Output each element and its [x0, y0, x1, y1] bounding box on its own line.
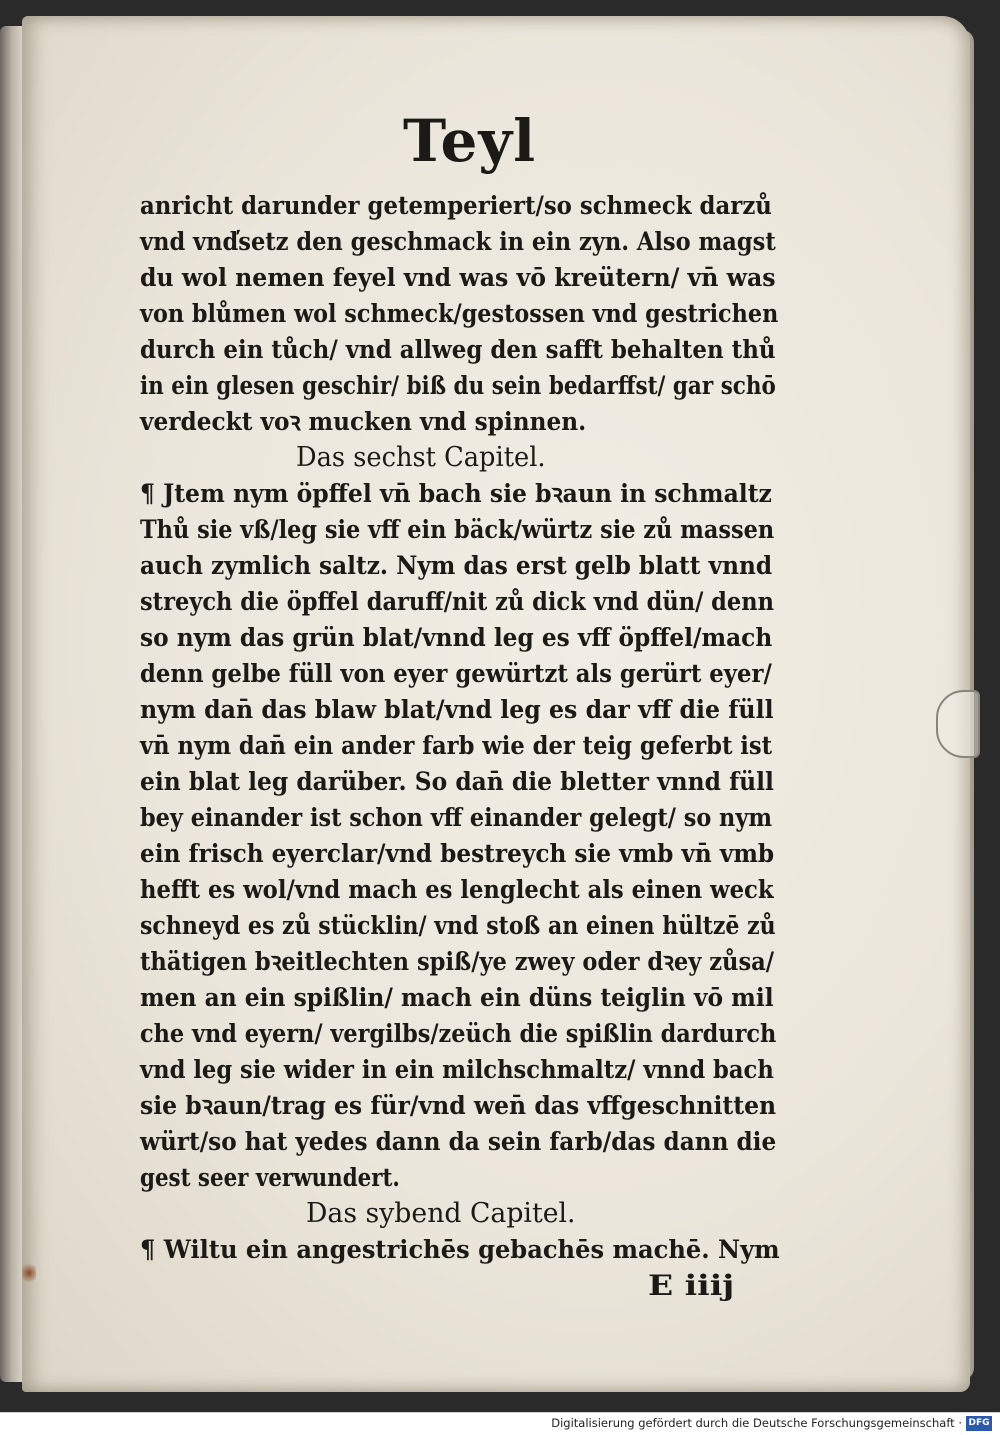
chapter-heading: Das sechst Capitel.: [296, 442, 546, 473]
text-line: auch zymlich saltz. Nym das erst gelb blatt vnnd: [140, 551, 773, 581]
text-line: vnd vnd̕setz den geschmack in ein zyn. Also magst: [140, 227, 776, 257]
text-line: schneyd es zů stücklin/ vnd stoß an einen hültzē zů: [140, 911, 776, 941]
dfg-logo: DFG: [966, 1416, 992, 1431]
text-line: ¶ Wiltu ein angestrichēs gebachēs machē. Nym: [140, 1235, 780, 1265]
text-line: gest seer verwundert.: [140, 1163, 400, 1193]
text-line: anricht darunder getemperiert/so schmeck darzů: [140, 191, 772, 221]
text-line: vn̄ nym dan̄ ein ander farb wie der teig geferbt ist: [140, 731, 773, 761]
text-line: bey einander ist schon vff einander gelegt/ so nym: [140, 803, 773, 833]
text-line: men an ein spißlin/ mach ein düns teiglin vō mil: [140, 983, 774, 1013]
text-line: streych die öpffel daruff/nit zů dick vnd dün/ denn: [140, 587, 774, 617]
text-line: ein frisch eyerclar/vnd bestreych sie vmb vn̄ vmb: [140, 839, 775, 869]
text-line: denn gelbe füll von eyer gewürtzt als gerürt eyer/: [140, 659, 772, 689]
text-line: vnd leg sie wider in ein milchschmaltz/ vnnd bach: [140, 1055, 774, 1085]
text-line: durch ein tůch/ vnd allweg den safft behalten thů: [140, 335, 776, 365]
running-headline: Teyl: [403, 107, 537, 175]
text-line: würt/so hat yedes dann da sein farb/das dann die: [140, 1127, 777, 1157]
footer-bar: [0, 1412, 1000, 1435]
funding-credit: Digitalisierung gefördert durch die Deutsche Forschungsgemeinschaft ·: [551, 1416, 962, 1430]
text-line: so nym das grün blat/vnnd leg es vff öpffel/mach: [140, 623, 773, 653]
text-line: thätigen bꝛeitlechten spiß/ye zwey oder dꝛey zůsa/: [140, 947, 775, 977]
text-line: sie bꝛaun/trag es für/vnd wen̄ das vffgeschnitten: [140, 1091, 777, 1121]
text-line: ¶ Jtem nym öpffel vn̄ bach sie bꝛaun in schmaltz: [140, 479, 772, 509]
signature-mark: E iiij: [648, 1269, 735, 1302]
text-line: verdeckt voꝛ mucken vnd spinnen.: [140, 407, 587, 437]
text-line: nym dan̄ das blaw blat/vnd leg es dar vff die füll: [140, 695, 774, 725]
text-line: du wol nemen feyel vnd was vō kreütern/ vn̄ was: [140, 263, 776, 293]
text-line: hefft es wol/vnd mach es lenglecht als einen weck: [140, 875, 774, 905]
text-line: Thů sie vß/leg sie vff ein bäck/würtz sie zů massen: [140, 515, 775, 545]
chapter-heading: Das sybend Capitel.: [306, 1198, 576, 1229]
text-line: che vnd eyern/ vergilbs/zeüch die spißlin dardurch: [140, 1019, 777, 1049]
text-line: in ein glesen geschir/ biß du sein bedarffst/ gar schō: [140, 371, 776, 401]
text-line: von blůmen wol schmeck/gestossen vnd gestrichen: [140, 299, 779, 329]
text-line: ein blat leg darüber. So dan̄ die bletter vnnd füll: [140, 767, 774, 797]
